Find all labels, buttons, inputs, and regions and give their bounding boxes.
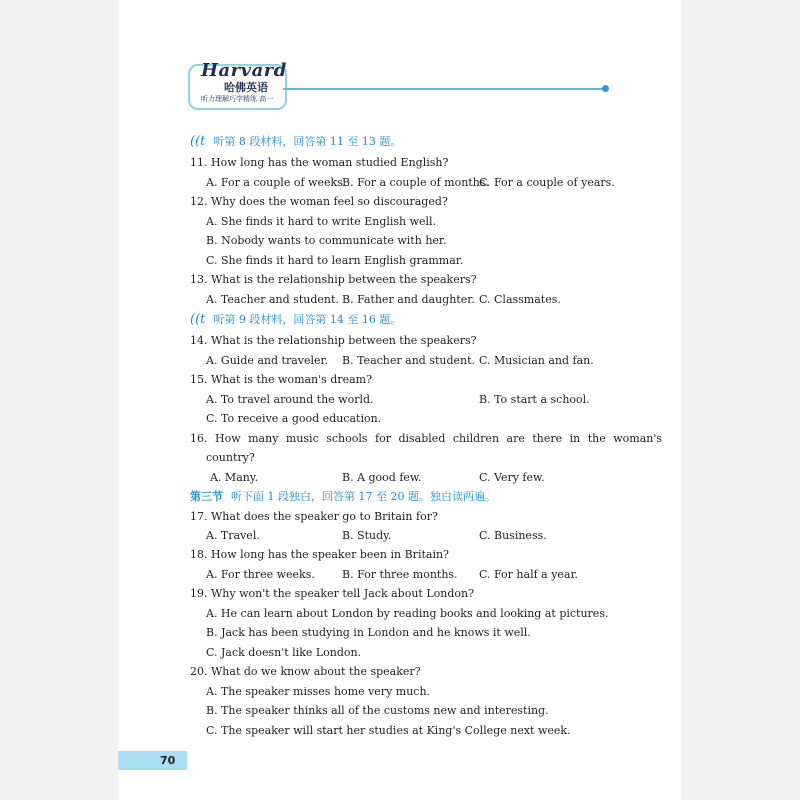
q19-option-b: B. Jack has been studying in London and he knows it well. — [206, 626, 531, 639]
q14-option-c: C. Musician and fan. — [479, 354, 594, 367]
q16-option-c: C. Very few. — [479, 471, 545, 484]
page-number-tab — [118, 751, 187, 770]
section-heading-8 — [190, 135, 401, 149]
q17-option-a: A. Travel. — [206, 529, 260, 542]
question-19: 19. Why won't the speaker tell Jack about London? — [190, 587, 474, 600]
q16-option-b: B. A good few. — [342, 471, 422, 484]
logo-subtitle: 哈佛英语 — [224, 81, 268, 94]
logo-caption: 听力理解巧学精练 高一 — [201, 95, 274, 103]
question-15: 15. What is the woman's dream? — [190, 373, 372, 386]
q15-option-c: C. To receive a good education. — [206, 412, 382, 425]
q15-option-b: B. To start a school. — [479, 393, 590, 406]
question-16-continued: country? — [206, 451, 255, 464]
part-3-heading — [190, 490, 496, 504]
q12-option-c: C. She finds it hard to learn English grammar. — [206, 254, 464, 267]
q19-option-a: A. He can learn about London by reading books and looking at pictures. — [206, 607, 609, 620]
q14-option-b: B. Teacher and student. — [342, 354, 476, 367]
q20-option-b: B. The speaker thinks all of the customs new and interesting. — [206, 704, 549, 717]
q20-option-c: C. The speaker will start her studies at King's College next week. — [206, 724, 571, 737]
q16-option-a: A. Many. — [210, 471, 259, 484]
header-rule — [283, 88, 605, 90]
question-16: 16. How many music schools for disabled children are there in the woman's — [190, 432, 663, 445]
question-17: 17. What does the speaker go to Britain for? — [190, 510, 438, 523]
q11-option-c: C. For a couple of years. — [479, 176, 615, 189]
question-20: 20. What do we know about the speaker? — [190, 665, 421, 678]
question-13: 13. What is the relationship between the speakers? — [190, 273, 477, 286]
q18-option-c: C. For half a year. — [479, 568, 579, 581]
q11-option-b: B. For a couple of months. — [342, 176, 489, 189]
q11-option-a: A. For a couple of weeks. — [206, 176, 347, 189]
question-11: 11. How long has the woman studied English? — [190, 156, 449, 169]
q15-option-a: A. To travel around the world. — [206, 393, 374, 406]
section-8-text: 听第 8 段材料，回答第 11 至 13 题。 — [213, 135, 402, 148]
page-number: 70 — [160, 754, 176, 767]
page — [118, 0, 681, 800]
header-rule-dot — [602, 85, 609, 92]
q12-option-a: A. She finds it hard to write English well. — [206, 215, 437, 228]
q17-option-c: C. Business. — [479, 529, 547, 542]
q12-option-b: B. Nobody wants to communicate with her. — [206, 234, 447, 247]
q18-option-a: A. For three weeks. — [206, 568, 315, 581]
q14-option-a: A. Guide and traveler. — [206, 354, 329, 367]
q20-option-a: A. The speaker misses home very much. — [206, 685, 431, 698]
q19-option-c: C. Jack doesn't like London. — [206, 646, 362, 659]
q13-option-c: C. Classmates. — [479, 293, 561, 306]
part-3-text: 听下面 1 段独白，回答第 17 至 20 题。独白读两遍。 — [231, 490, 496, 503]
q18-option-b: B. For three months. — [342, 568, 458, 581]
question-12: 12. Why does the woman feel so discouraged? — [190, 195, 448, 208]
audio-icon: ((t — [190, 312, 206, 327]
q13-option-b: B. Father and daughter. — [342, 293, 475, 306]
question-14: 14. What is the relationship between the speakers? — [190, 334, 477, 347]
q13-option-a: A. Teacher and student. — [206, 293, 339, 306]
question-18: 18. How long has the speaker been in Britain? — [190, 548, 449, 561]
q17-option-b: B. Study. — [342, 529, 392, 542]
section-9-text: 听第 9 段材料，回答第 14 至 16 题。 — [213, 313, 402, 326]
audio-icon: ((t — [190, 134, 206, 149]
logo-title: Harvard — [201, 60, 287, 81]
part-3-label: 第三节 — [190, 490, 223, 503]
section-heading-9 — [190, 313, 401, 327]
